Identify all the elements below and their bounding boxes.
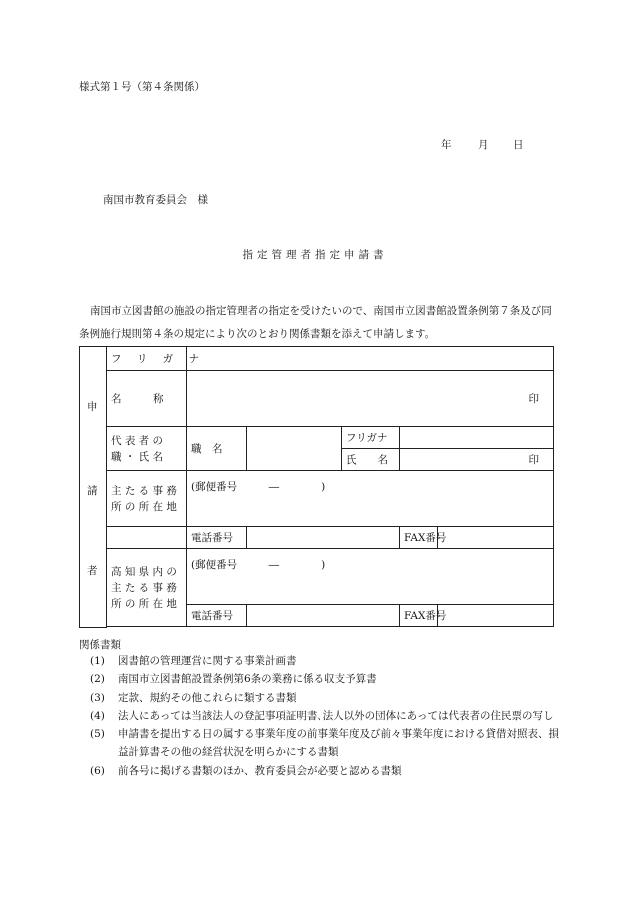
seal-mark-2: 印: [528, 454, 540, 466]
kochi-office-label: [107, 549, 187, 627]
main-office-line2: 所 の 所 在 地: [111, 500, 177, 513]
name-field[interactable]: [187, 371, 554, 427]
phone-field-2[interactable]: [247, 605, 400, 627]
furigana2-field[interactable]: [400, 427, 554, 449]
body-text: 南国市立図書館の施設の指定管理者の指定を受けたいので、南国市立図書館設置条例第７条及び同条例施行規則第４条の規定により次のとおり関係書類を添えて申請します。: [79, 305, 552, 340]
rep-label-line1: 代 表 者 の: [111, 434, 164, 447]
doc-text: 申請書を提出する日の属する事業年度の前事業年度及び前々事業年度における貸借対照表、損益計算書その他の経営状況を明らかにする書類: [118, 728, 559, 759]
position-field[interactable]: [247, 427, 342, 471]
doc-text: 法人にあっては当該法人の登記事項証明書､法人以外の団体にあっては代表者の住民票の写し: [118, 709, 554, 722]
postal-code-label-2: (郵便番号 ― ): [191, 559, 326, 571]
position-label: 職 名: [187, 427, 247, 471]
list-item: [90, 707, 560, 725]
fax-label: FAX番号: [400, 527, 438, 549]
doc-text: 前各号に掲げる書類のほか、教育委員会が必要と認める書類: [118, 764, 402, 777]
applicant-char-2: 請: [87, 485, 98, 497]
phone-label: 電話番号: [187, 527, 247, 549]
doc-num: (6): [90, 764, 105, 777]
application-table: [79, 346, 554, 628]
date-day: 日: [513, 139, 524, 151]
full-name-field[interactable]: [400, 449, 554, 471]
rep-label-line2: 職 ・ 氏 名: [111, 450, 164, 463]
doc-num: (2): [90, 673, 105, 686]
name-label: 名 称: [107, 371, 187, 427]
date-month: 月: [478, 139, 489, 151]
kochi-office-address-field[interactable]: [187, 549, 554, 605]
doc-num: (1): [90, 655, 105, 667]
doc-num: (4): [90, 709, 105, 722]
full-name-label: 氏 名: [342, 449, 400, 471]
list-item: [90, 670, 560, 688]
seal-mark: 印: [528, 393, 540, 405]
doc-num: (3): [90, 691, 105, 704]
main-office-label: [107, 471, 187, 527]
applicant-char-1: 申: [87, 401, 98, 413]
main-office-blank: [107, 527, 187, 549]
kochi-office-line1: 高 知 県 内 の: [111, 565, 177, 578]
list-item: [90, 725, 560, 762]
representative-label: [107, 427, 187, 471]
furigana-field[interactable]: [187, 347, 554, 371]
kochi-office-line2: 主 た る 事 務: [111, 581, 177, 594]
fax-field-2[interactable]: [438, 605, 554, 627]
addressee: 南国市教育委員会 様: [103, 194, 208, 206]
applicant-label: [80, 347, 107, 628]
fax-label-2: FAX番号: [400, 605, 438, 627]
doc-text: 南国市立図書館設置条例第6条の業務に係る収支予算書: [118, 673, 377, 686]
list-item: [90, 652, 560, 670]
main-office-line1: 主 た る 事 務: [111, 484, 177, 497]
furigana-label: フ リ ガ ナ: [107, 347, 187, 371]
document-title: 指定管理者指定申請書: [242, 249, 388, 261]
doc-text: 定款、規約その他これらに類する書類: [118, 691, 297, 704]
doc-num: (5): [90, 728, 105, 741]
related-docs-heading: 関係書類: [79, 639, 121, 651]
list-item: [90, 762, 560, 780]
form-number: 様式第１号（第４条関係）: [79, 81, 205, 93]
related-docs-list: [90, 652, 560, 780]
postal-code-label: (郵便番号 ― ): [191, 481, 326, 493]
date-year: 年: [441, 139, 452, 151]
furigana2-label: フリガナ: [342, 427, 400, 449]
list-item: [90, 689, 560, 707]
phone-field[interactable]: [247, 527, 400, 549]
main-office-address-field[interactable]: [187, 471, 554, 527]
doc-text: 図書館の管理運営に関する事業計画書: [118, 655, 297, 667]
phone-label-2: 電話番号: [187, 605, 247, 627]
fax-field[interactable]: [438, 527, 554, 549]
kochi-office-line3: 所 の 所 在 地: [111, 597, 177, 610]
applicant-char-3: 者: [87, 565, 98, 577]
